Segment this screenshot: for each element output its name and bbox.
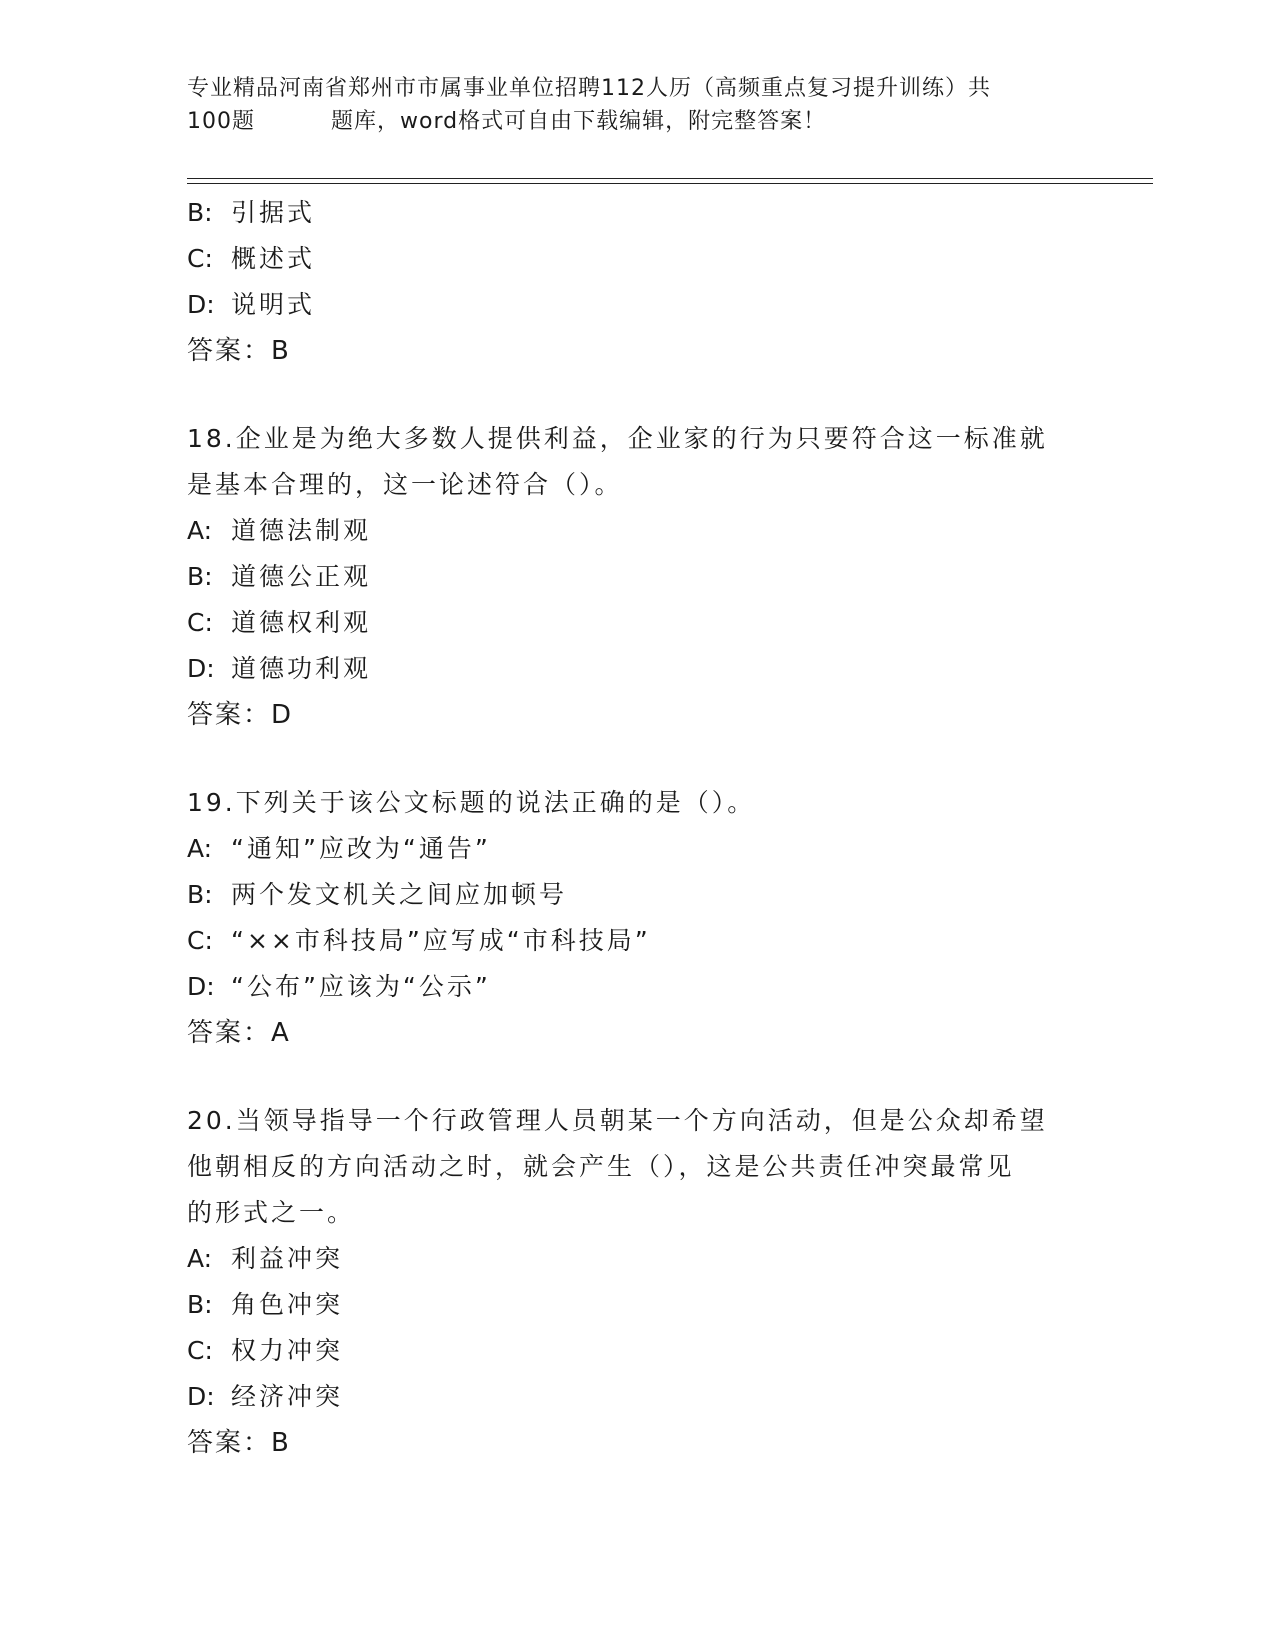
question-text: 20.当领导指导一个行政管理人员朝某一个方向活动，但是公众却希望 他朝相反的方向活动之时，就会产生（），这是公共责任冲突最常见 的形式之一。 [187,1106,1048,1227]
option-d: D: 经济冲突 [187,1382,344,1411]
header-divider-bottom [187,183,1153,184]
question-list [187,190,1087,1466]
header-divider-top [187,178,1153,179]
option-b: B: 两个发文机关之间应加顿号 [187,880,568,909]
answer: 答案：D [187,700,294,730]
option-a: A: 道德法制观 [187,516,372,545]
option-c: C: “××市科技局”应写成“市科技局” [187,926,651,955]
header-count: 100题 [187,109,255,134]
header-description: 题库，word格式可自由下载编辑，附完整答案！ [331,109,827,134]
option-b: B: 角色冲突 [187,1290,344,1319]
option-d: D: 道德功利观 [187,654,372,683]
header-line-2 [187,105,1067,138]
question-19-block [187,780,1087,1056]
option-d: D: “公布”应该为“公示” [187,972,491,1001]
answer: 答案：A [187,1018,291,1048]
option-a: A: “通知”应改为“通告” [187,834,491,863]
answer: 答案：B [187,1428,291,1458]
option-c: C: 权力冲突 [187,1336,344,1365]
header-line-1: 专业精品河南省郑州市市属事业单位招聘112人历（高频重点复习提升训练）共 [187,76,991,101]
page-header [187,72,1067,138]
option-b: B: 引据式 [187,198,316,227]
option-c: C: 概述式 [187,244,316,273]
answer: 答案：B [187,336,291,366]
option-b: B: 道德公正观 [187,562,372,591]
option-a: A: 利益冲突 [187,1244,344,1273]
question-20-block [187,1098,1087,1466]
question-text: 18.企业是为绝大多数人提供利益，企业家的行为只要符合这一标准就 是基本合理的，这一论述符合（）。 [187,424,1048,499]
question-18-block [187,416,1087,738]
question-17-block [187,190,1087,374]
question-text: 19.下列关于该公文标题的说法正确的是（）。 [187,788,756,817]
option-c: C: 道德权利观 [187,608,372,637]
option-d: D: 说明式 [187,290,316,319]
